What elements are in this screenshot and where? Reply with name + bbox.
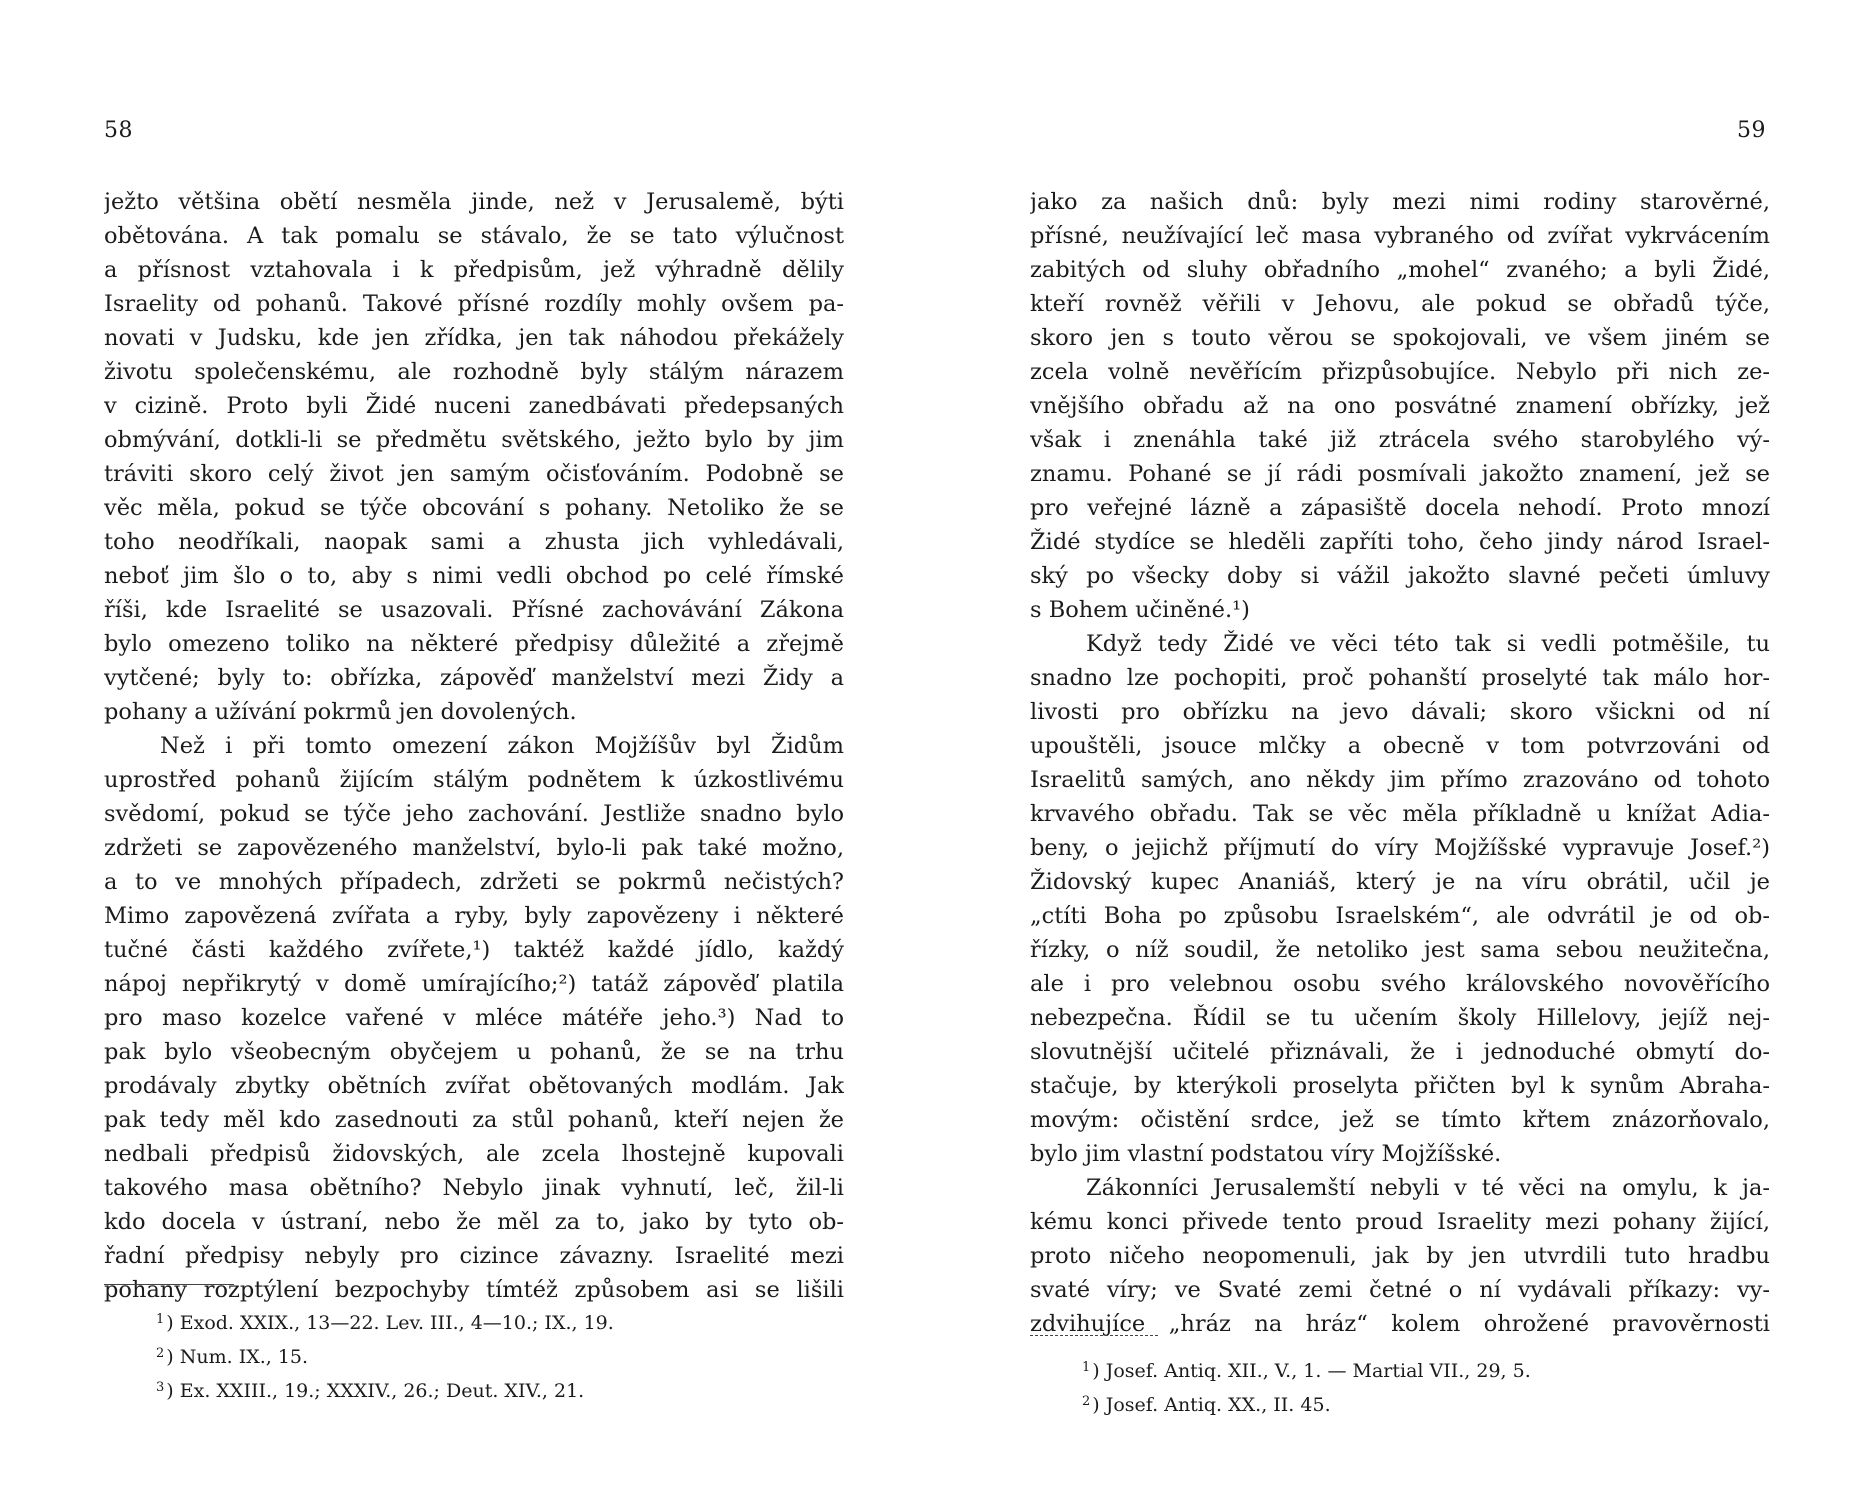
footnotes (1082, 1351, 1531, 1419)
text-line: přísné, neužívající leč masa vybraného od zvířat vykrvácením (1030, 223, 1770, 249)
footnote (156, 1337, 614, 1371)
text-line: Mimo zapovězená zvířata a ryby, byly zapovězeny i některé (104, 903, 844, 929)
text-line: s Bohem učiněné.¹) (1030, 597, 1250, 623)
right-page (1030, 0, 1770, 1500)
footnote (1082, 1385, 1531, 1419)
text-line: zdržeti se zapovězeného manželství, bylo-li pak také možno, (104, 835, 844, 861)
footnote-mark: 2 (1082, 1394, 1091, 1409)
text-line: svědomí, pokud se týče jeho zachování. Jestliže snadno bylo (104, 801, 844, 827)
text-line: bylo omezeno toliko na některé předpisy důležité a zřejmě (104, 631, 844, 657)
text-line: pohany rozptýlení bezpochyby tímtéž způsobem asi se lišili (104, 1277, 844, 1303)
text-line: upouštěli, jsouce mlčky a obecně v tom potvrzováni od (1030, 733, 1770, 759)
footnote-text: ) Num. IX., 15. (166, 1346, 309, 1368)
text-line: takového masa obětního? Nebylo jinak vyhnutí, leč, žil-li (104, 1175, 844, 1201)
text-line: prodávaly zbytky obětních zvířat obětovaných modlám. Jak (104, 1073, 844, 1099)
text-line: skoro jen s touto věrou se spokojovali, ve všem jiném se (1030, 325, 1770, 351)
text-line: „ctíti Boha po způsobu Israelském“, ale odvrátil je od ob- (1030, 903, 1770, 929)
text-line: ježto většina obětí nesměla jinde, než v Jerusalemě, býti (104, 189, 844, 215)
footnote-text: ) Josef. Antiq. XII., V., 1. — Martial VII., 29, 5. (1092, 1360, 1531, 1382)
text-line: slovutnější učitelé přiznávali, že i jednoduché obmytí do- (1030, 1039, 1770, 1065)
text-line: Israelitů samých, ano někdy jim přímo zrazováno od tohoto (1030, 767, 1770, 793)
text-line: řadní předpisy nebyly pro cizince závazny. Israelité mezi (104, 1243, 844, 1269)
text-line: zdvihujíce „hráz na hráz“ kolem ohrožené pravověrnosti (1030, 1311, 1770, 1337)
page-number: 58 (104, 118, 133, 143)
text-line: Židé stydíce se hleděli zapříti toho, čeho jindy národ Israel- (1030, 529, 1770, 555)
text-line: uprostřed pohanů žijícím stálým podnětem k úzkostlivému (104, 767, 844, 793)
text-line: neboť jim šlo o to, aby s nimi vedli obchod po celé římské (104, 563, 844, 589)
text-line: zcela volně nevěřícím přizpůsobujíce. Nebylo při nich ze- (1030, 359, 1770, 385)
text-line: Israelity od pohanů. Takové přísné rozdíly mohly ovšem pa- (104, 291, 844, 317)
left-page (104, 0, 844, 1500)
text-line: krvavého obřadu. Tak se věc měla příkladně u knížat Adia- (1030, 801, 1770, 827)
text-line: tučné části každého zvířete,¹) taktéž každé jídlo, každý (104, 937, 844, 963)
footnote-text: ) Ex. XXIII., 19.; XXXIV., 26.; Deut. XIV., 21. (166, 1380, 585, 1402)
text-line: livosti pro obřízku na jevo dávali; skoro všickni od ní (1030, 699, 1770, 725)
text-line: ský po všecky doby si vážil jakožto slavné pečeti úmluvy (1030, 563, 1770, 589)
text-line: vytčené; byly to: obřízka, zápověď manželství mezi Židy a (104, 665, 844, 691)
text-line: bylo jim vlastní podstatou víry Mojžíšské. (1030, 1141, 1502, 1167)
footnotes (156, 1303, 614, 1405)
text-line: Když tedy Židé ve věci této tak si vedli potměšile, tu (1086, 631, 1770, 657)
text-line: v cizině. Proto byli Židé nuceni zanedbávati předepsaných (104, 393, 844, 419)
body-text (1030, 185, 1770, 1341)
text-line: nápoj nepřikrytý v domě umírajícího;²) tatáž zápověď platila (104, 971, 844, 997)
footnote (156, 1371, 614, 1405)
text-line: pak bylo všeobecným obyčejem u pohanů, že se na trhu (104, 1039, 844, 1065)
text-line: proto ničeho neopomenuli, jak by jen utvrdili tuto hradbu (1030, 1243, 1770, 1269)
footnote-mark: 2 (156, 1346, 165, 1361)
text-line: jako za našich dnů: byly mezi nimi rodiny starověrné, (1030, 189, 1770, 215)
text-line: říši, kde Israelité se usazovali. Přísné zachovávání Zákona (104, 597, 844, 623)
text-line: pro maso kozelce vařené v mléce mátéře jeho.³) Nad to (104, 1005, 844, 1031)
page-number: 59 (1737, 118, 1766, 143)
text-line: stačuje, by kterýkoli proselyta přičten byl k synům Abraha- (1030, 1073, 1770, 1099)
text-line: movým: očistění srdce, jež se tímto křtem znázorňovalo, (1030, 1107, 1770, 1133)
footnote-mark: 1 (1082, 1360, 1091, 1375)
text-line: snadno lze pochopiti, proč pohanští proselyté tak málo hor- (1030, 665, 1770, 691)
text-line: pak tedy měl kdo zasednouti za stůl pohanů, kteří nejen že (104, 1107, 844, 1133)
text-line: však i znenáhla také již ztrácela svého starobylého vý- (1030, 427, 1770, 453)
text-line: kteří rovněž věřili v Jehovu, ale pokud se obřadů týče, (1030, 291, 1770, 317)
text-line: pohany a užívání pokrmů jen dovolených. (104, 699, 577, 725)
text-line: nedbali předpisů židovských, ale zcela lhostejně kupovali (104, 1141, 844, 1167)
text-line: vnějšího obřadu až na ono posvátné znamení obřízky, jež (1030, 393, 1770, 419)
text-line: životu společenskému, ale rozhodně byly stálým nárazem (104, 359, 844, 385)
text-line: řízky, o níž soudil, že netoliko jest sama sebou neužitečna, (1030, 937, 1770, 963)
text-line: novati v Judsku, kde jen zřídka, jen tak náhodou překážely (104, 325, 844, 351)
text-line: Než i při tomto omezení zákon Mojžíšův byl Židům (160, 733, 844, 759)
footnote (156, 1303, 614, 1337)
text-line: Zákonníci Jerusalemští nebyli v té věci na omylu, k ja- (1086, 1175, 1770, 1201)
text-line: a to ve mnohých případech, zdržeti se pokrmů nečistých? (104, 869, 844, 895)
text-line: pro veřejné lázně a zápasiště docela nehodí. Proto mnozí (1030, 495, 1770, 521)
text-line: kému konci přivede tento proud Israelity mezi pohany žijící, (1030, 1209, 1770, 1235)
text-line: obmývání, dotkli-li se předmětu světského, ježto bylo by jim (104, 427, 844, 453)
footnote-text: ) Exod. XXIX., 13—22. Lev. III., 4—10.; IX., 19. (166, 1312, 614, 1334)
footnote-mark: 1 (156, 1312, 165, 1327)
text-line: a přísnost vztahovala i k předpisům, jež výhradně dělily (104, 257, 844, 283)
text-line: ale i pro velebnou osobu svého královského novověřícího (1030, 971, 1770, 997)
text-line: znamu. Pohané se jí rádi posmívali jakožto znamení, jež se (1030, 461, 1770, 487)
body-text (104, 185, 844, 1307)
text-line: beny, o jejichž příjmutí do víry Mojžíšské vypravuje Josef.²) (1030, 835, 1770, 861)
text-line: kdo docela v ústraní, nebo že měl za to, jako by tyto ob- (104, 1209, 844, 1235)
footnote-rule (104, 1284, 234, 1285)
text-line: Židovský kupec Ananiáš, který je na víru obrátil, učil je (1030, 869, 1770, 895)
footnote (1082, 1351, 1531, 1385)
footnote-text: ) Josef. Antiq. XX., II. 45. (1092, 1394, 1331, 1416)
text-line: toho neodříkali, naopak sami a zhusta jich vyhledávali, (104, 529, 844, 555)
footnote-mark: 3 (156, 1380, 165, 1395)
text-line: svaté víry; ve Svaté zemi četné o ní vydávali příkazy: vy- (1030, 1277, 1770, 1303)
text-line: nebezpečna. Řídil se tu učením školy Hillelovy, jejíž nej- (1030, 1005, 1770, 1031)
text-line: zabitých od sluhy obřadního „mohel“ zvaného; a byli Židé, (1030, 257, 1770, 283)
text-line: věc měla, pokud se týče obcování s pohany. Netoliko že se (104, 495, 844, 521)
text-line: obětována. A tak pomalu se stávalo, že se tato výlučnost (104, 223, 844, 249)
text-line: tráviti skoro celý život jen samým očisťováním. Podobně se (104, 461, 844, 487)
footnote-rule (1030, 1335, 1158, 1336)
